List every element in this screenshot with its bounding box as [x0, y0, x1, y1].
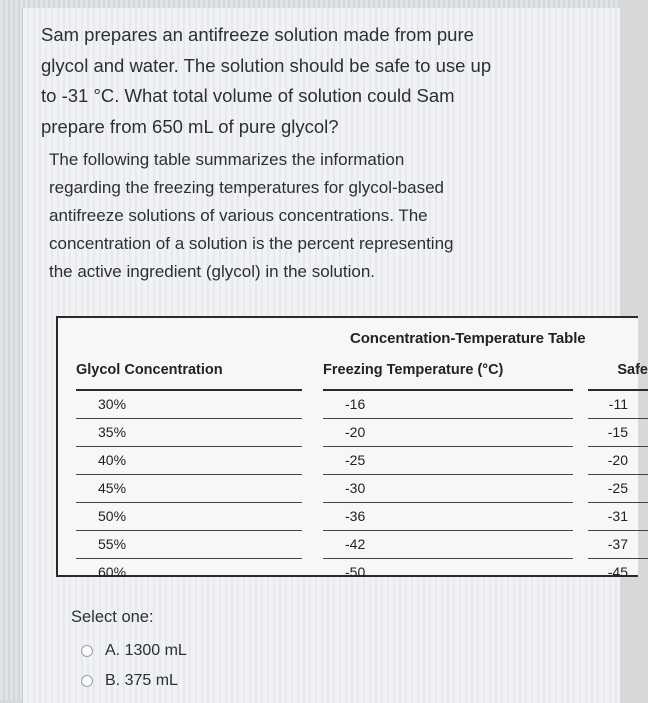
- question-text: [41, 20, 521, 142]
- safe-temp-cell: -15: [588, 419, 648, 447]
- info-line: regarding the freezing temperatures for glycol-based: [49, 178, 444, 197]
- answer-option-a[interactable]: [81, 642, 187, 660]
- table-row: [58, 531, 638, 559]
- safe-temp-cell: -20: [588, 447, 648, 475]
- freezing-temp-cell: -16: [323, 391, 573, 419]
- table-row: [58, 559, 638, 587]
- info-line: the active ingredient (glycol) in the solution.: [49, 262, 376, 281]
- question-line: glycol and water. The solution should be safe to use up: [41, 54, 492, 76]
- option-label: B. 375 mL: [105, 672, 178, 689]
- concentration-cell: 30%: [76, 391, 302, 419]
- question-card: [22, 8, 648, 703]
- freezing-temp-cell: -50: [345, 564, 366, 580]
- safe-temp-cell: -37: [588, 531, 648, 559]
- table-row: [58, 475, 638, 503]
- question-line: Sam prepares an antifreeze solution made from pure: [41, 24, 474, 45]
- safe-temp-cell: -31: [588, 503, 648, 531]
- radio-button[interactable]: [81, 675, 93, 687]
- table-row: [58, 447, 638, 475]
- info-line: antifreeze solutions of various concentrations. The: [49, 206, 428, 225]
- safe-temp-cell: -25: [588, 475, 648, 503]
- answer-option-b[interactable]: [81, 672, 178, 690]
- info-line: The following table summarizes the information: [49, 150, 405, 169]
- table-title: Concentration-Temperature Table: [350, 330, 586, 347]
- question-line: prepare from 650 mL of pure glycol?: [41, 115, 339, 137]
- table-row: [58, 391, 638, 419]
- freezing-temp-cell: -42: [323, 531, 573, 559]
- header-freezing-temperature: Freezing Temperature (°C): [323, 357, 573, 391]
- info-line: concentration of a solution is the percent representing: [49, 234, 454, 253]
- header-safe: Safe: [588, 357, 648, 391]
- concentration-cell: 50%: [76, 503, 302, 531]
- concentration-cell: 45%: [76, 475, 302, 503]
- select-one-label: Select one:: [71, 608, 154, 626]
- concentration-cell: 40%: [76, 447, 302, 475]
- freezing-temp-cell: -30: [323, 475, 573, 503]
- freezing-temp-cell: -20: [323, 419, 573, 447]
- concentration-cell: 60%: [98, 564, 127, 580]
- concentration-cell: 55%: [76, 531, 302, 559]
- concentration-cell: 35%: [76, 419, 302, 447]
- freezing-temp-cell: -25: [323, 447, 573, 475]
- info-text: [49, 146, 529, 286]
- question-line: to -31 °C. What total volume of solution could Sam: [41, 85, 455, 106]
- table-row: [58, 419, 638, 447]
- safe-temp-cell: -45: [607, 564, 628, 580]
- option-label: A. 1300 mL: [105, 642, 187, 659]
- concentration-temperature-table: [56, 316, 648, 580]
- freezing-temp-cell: -36: [323, 503, 573, 531]
- radio-button[interactable]: [81, 645, 93, 657]
- table-row: [58, 503, 638, 531]
- safe-temp-cell: -11: [588, 391, 648, 419]
- header-glycol-concentration: Glycol Concentration: [76, 357, 302, 391]
